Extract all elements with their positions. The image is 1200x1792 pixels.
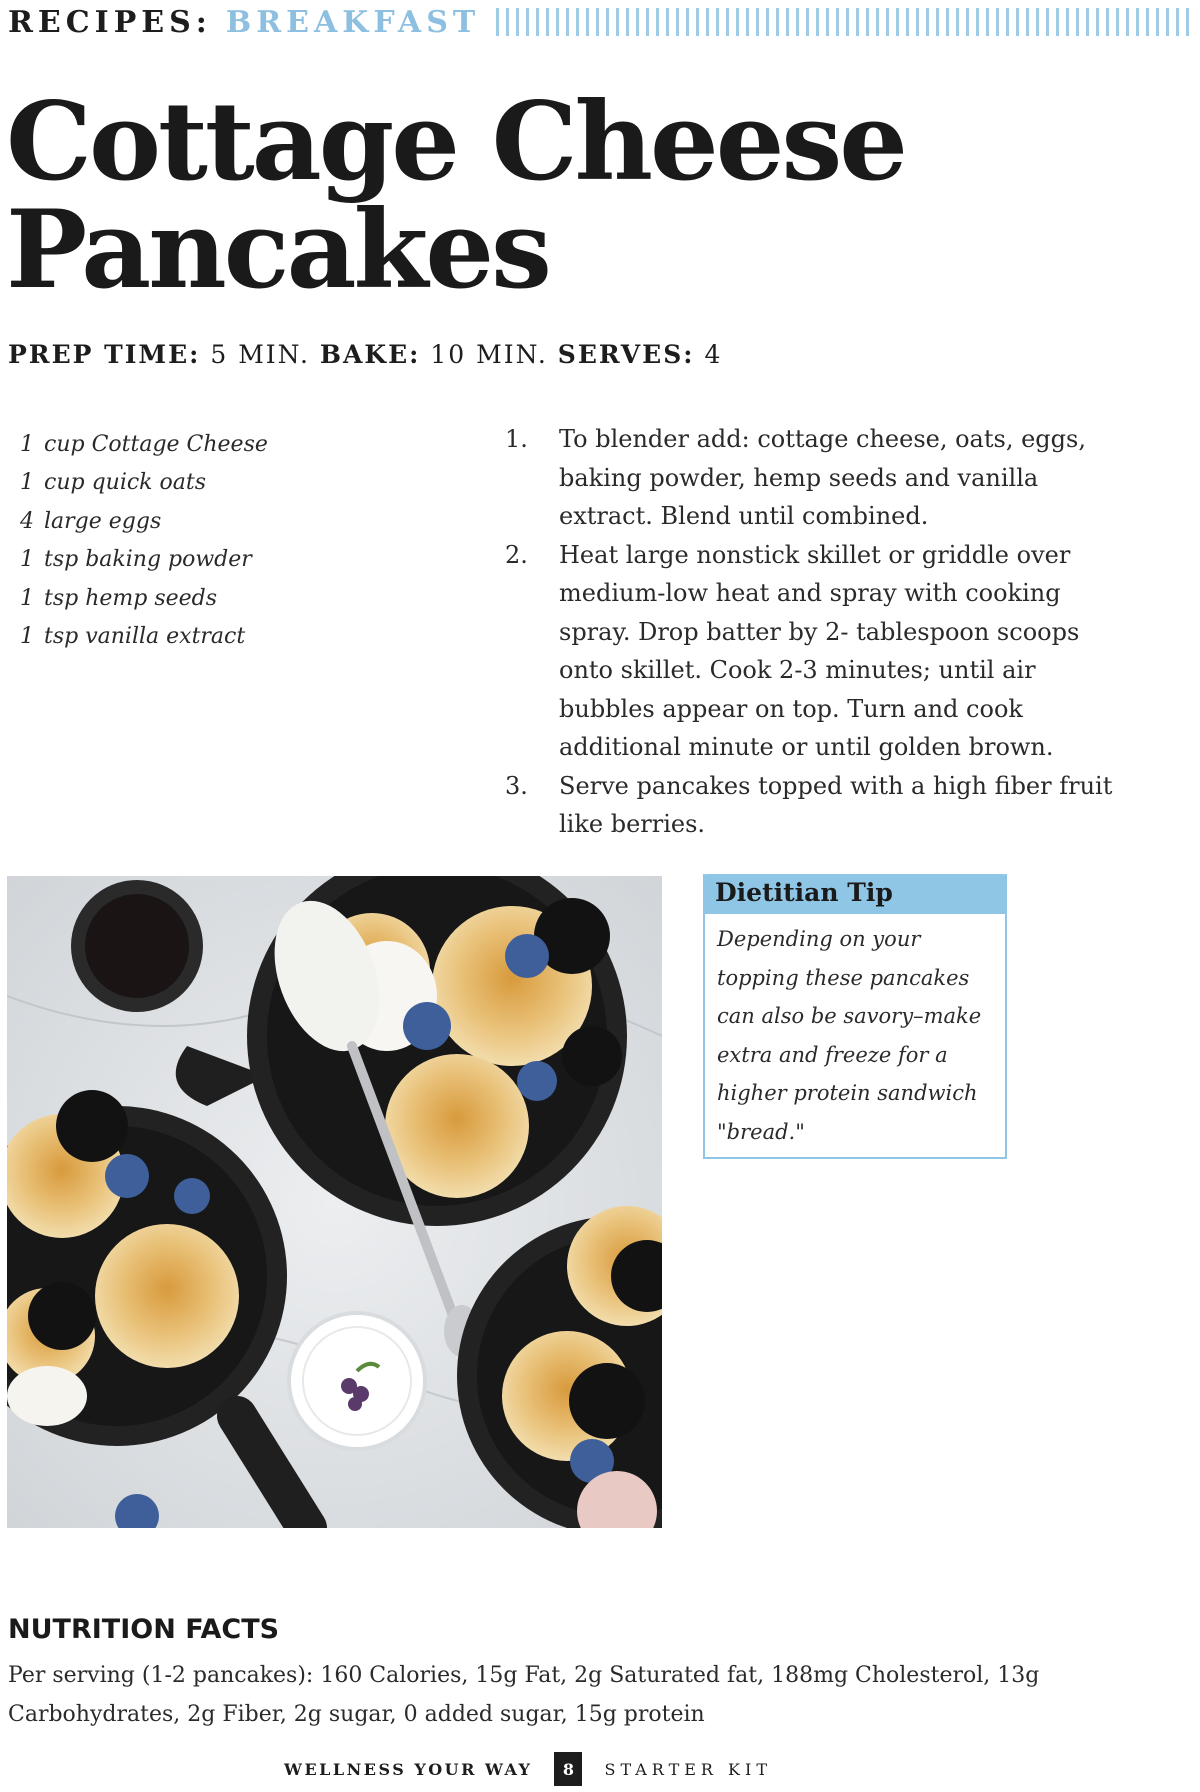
dietitian-tip-box xyxy=(703,874,1007,1159)
section-category: BREAKFAST xyxy=(225,4,481,40)
step-text: Heat large nonstick skillet or griddle over medium-low heat and spray with cooking spray. Drop batter by 2- tablespoon scoops onto skillet. Cook 2-3 minutes; until air bubbles appear on top. Turn and cook additional minute or until golden brown. xyxy=(559,540,1080,761)
header-stripe-decoration xyxy=(496,8,1194,36)
bake-time-value: 10 MIN. xyxy=(430,340,548,369)
step-number: 3. xyxy=(505,771,528,800)
recipe-times xyxy=(8,340,722,369)
ingredient-item xyxy=(20,618,268,656)
footer-brand: WELLNESS YOUR WAY xyxy=(284,1759,533,1779)
ingredient-list xyxy=(20,426,268,656)
page-number: 8 xyxy=(554,1752,582,1786)
instruction-step xyxy=(505,536,1125,767)
nutrition-text: Per serving (1-2 pancakes): 160 Calories, 15g Fat, 2g Saturated fat, 188mg Cholesterol, 13g Carbohydrates, 2g Fiber, 2g sugar, 0 added sugar, 15g protein xyxy=(8,1663,1040,1727)
ingredient-qty: 1 xyxy=(20,432,34,457)
footer-kit-label: STARTER KIT xyxy=(604,1759,772,1779)
recipe-title xyxy=(6,79,905,313)
ingredient-item xyxy=(20,541,268,579)
ingredient-name: tsp baking powder xyxy=(44,547,252,573)
bake-time-label: BAKE: xyxy=(319,340,421,369)
ingredient-qty: 1 xyxy=(20,470,34,496)
recipe-title-line-1: Cottage Cheese xyxy=(6,79,905,205)
ingredient-item xyxy=(20,426,268,464)
ingredient-qty: 1 xyxy=(20,624,34,650)
step-text: To blender add: cottage cheese, oats, eggs, baking powder, hemp seeds and vanilla extract. Blend until combined. xyxy=(559,425,1086,530)
section-header xyxy=(8,2,1194,42)
instruction-step xyxy=(505,420,1125,536)
step-text: Serve pancakes topped with a high fiber fruit like berries. xyxy=(559,771,1113,838)
serves-value: 4 xyxy=(704,340,723,369)
ingredient-item xyxy=(20,580,268,618)
pancakes-photo-illustration xyxy=(7,876,662,1528)
ingredient-item xyxy=(20,503,268,541)
instruction-list xyxy=(505,420,1125,844)
tip-title: Dietitian Tip xyxy=(703,874,1007,914)
ingredient-name: tsp hemp seeds xyxy=(44,585,218,611)
section-label: RECIPES: xyxy=(8,4,212,40)
nutrition-title: NUTRITION FACTS xyxy=(8,1614,280,1645)
prep-time-value: 5 MIN. xyxy=(210,340,310,369)
recipe-photo xyxy=(7,876,662,1528)
page-footer xyxy=(284,1752,772,1786)
ingredient-name: tsp vanilla extract xyxy=(44,624,246,650)
ingredient-name: cup Cottage Cheese xyxy=(44,432,268,457)
tip-text: Depending on your topping these pancakes can also be savory–make extra and freeze for a higher protein sandwich "bread." xyxy=(717,927,982,1144)
step-number: 2. xyxy=(505,540,528,569)
ingredient-qty: 1 xyxy=(20,547,34,573)
ingredient-qty: 4 xyxy=(20,508,34,534)
serves-label: SERVES: xyxy=(557,340,695,369)
instruction-step xyxy=(505,767,1125,844)
ingredient-qty: 1 xyxy=(20,585,34,611)
ingredient-name: cup quick oats xyxy=(44,470,206,496)
ingredient-name: large eggs xyxy=(44,508,162,534)
ingredient-item xyxy=(20,464,268,502)
recipe-title-line-2-text: Pancakes xyxy=(6,187,549,313)
recipe-title-line-2 xyxy=(6,187,549,313)
step-number: 1. xyxy=(505,425,528,453)
prep-time-label: PREP TIME: xyxy=(8,340,201,369)
